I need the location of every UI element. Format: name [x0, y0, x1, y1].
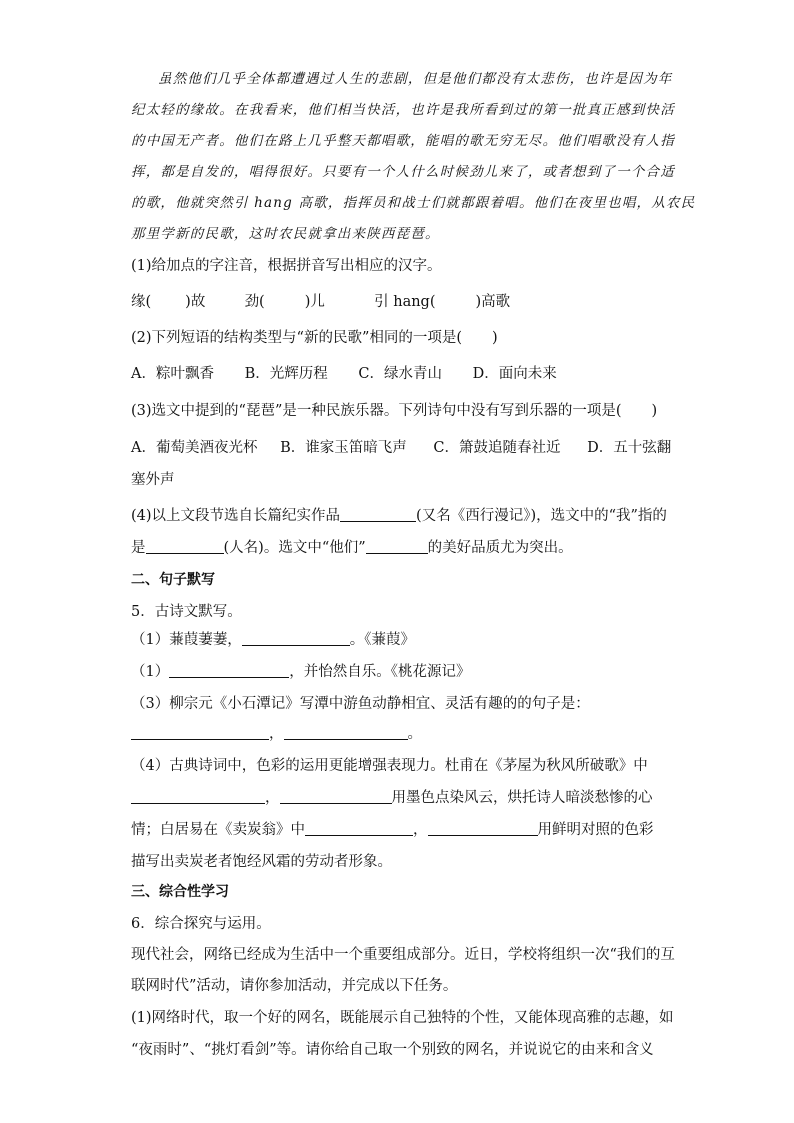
q5-s1: （1）蒹葭萋萋， 。《蒹葭》 — [131, 632, 415, 648]
q1-prompt: (1)给加点的字注音，根据拼音写出相应的汉字。 — [131, 258, 442, 274]
q5-s4-line2: ， 用墨色点染风云，烘托诗人暗淡愁惨的心 — [131, 786, 653, 807]
answer-blank[interactable] — [131, 789, 265, 804]
answer-blank[interactable] — [169, 663, 289, 678]
q3-options — [131, 436, 671, 457]
q6-intro: 现代社会，网络已经成为生活中一个重要组成部分。近日，学校将组织一次“我们的互 — [131, 947, 675, 963]
q3-option-a: A．葡萄美酒夜光杯 — [131, 440, 258, 456]
q6-title: 6．综合探究与运用。 — [131, 916, 271, 932]
q3-prompt: (3)选文中提到的“琵琶”是一种民族乐器。下列诗句中没有写到乐器的一项是( ) — [131, 403, 658, 419]
q5-s4-line3: 情；白居易在《卖炭翁》中 ， 用鲜明对照的色彩 — [131, 822, 654, 838]
q6-intro: 联网时代”活动，请你参加活动，并完成以下任务。 — [131, 978, 458, 994]
q2-option-a: A．粽叶飘香 — [131, 366, 214, 382]
section-2-title: 二、句子默写 — [131, 572, 215, 588]
q5-s4-line4: 描写出卖炭老者饱经风霜的劳动者形象。 — [131, 854, 392, 870]
q1-items: 缘( )故 劲( )儿 引 hang( )高歌 — [131, 294, 511, 310]
passage-line: 的歌，他就突然引 hang 高歌，指挥员和战士们就都跟着唱。他们在夜里也唱，从农民 — [131, 195, 696, 211]
q3-option-c: C．箫鼓追随春社近 — [433, 440, 561, 456]
q5-s2: （1） ，并怡然自乐。《桃花源记》 — [131, 664, 471, 680]
q1-item2: 劲( — [244, 294, 265, 310]
passage-line: 的中国无产者。他们在路上几乎整天都唱歌，能唱的歌无穷无尽。他们唱歌没有人指 — [131, 133, 675, 149]
q5-s3-answer: ， 。 — [131, 722, 422, 743]
q2-prompt: (2)下列短语的结构类型与“新的民歌”相同的一项是( ) — [131, 330, 498, 346]
answer-blank[interactable] — [131, 725, 269, 740]
answer-blank[interactable] — [284, 725, 408, 740]
q4-line1: (4)以上文段节选自长篇纪实作品 (又名《西行漫记》)，选文中的“我”指的 — [131, 508, 667, 524]
answer-blank[interactable] — [242, 631, 350, 646]
passage-line: 纪太轻的缘故。在我看来，他们相当快活，也许是我所看到过的第一批真正感到快活 — [131, 102, 675, 118]
passage-line: 那里学新的民歌，这时农民就拿出来陕西琵琶。 — [131, 226, 440, 242]
q5-title: 5．古诗文默写。 — [131, 604, 242, 620]
q3-option-d-wrap: 塞外声 — [131, 472, 175, 488]
answer-blank[interactable] — [280, 789, 392, 804]
answer-blank[interactable] — [366, 539, 428, 554]
q1-item1: 缘( — [131, 294, 152, 310]
q2-option-b: B．光辉历程 — [244, 366, 328, 382]
q2-options — [131, 362, 557, 383]
section-3-title: 三、综合性学习 — [131, 884, 229, 900]
passage-line: 虽然他们几乎全体都遭遇过人生的悲剧，但是他们都没有太悲伤，也许是因为年 — [158, 71, 673, 87]
q4-line2: 是 (人名)。选文中“他们” 的美好品质尤为突出。 — [131, 540, 573, 556]
answer-blank[interactable] — [146, 539, 224, 554]
q2-option-c: C．绿水青山 — [358, 366, 442, 382]
answer-blank[interactable] — [428, 821, 538, 836]
q2-option-d: D．面向未来 — [472, 366, 557, 382]
answer-blank[interactable] — [340, 507, 416, 522]
q6-task1: (1)网络时代，取一个好的网名，既能展示自己独特的个性，又能体现高雅的志趣，如 — [131, 1010, 674, 1026]
q3-option-b: B．谁家玉笛暗飞声 — [280, 440, 407, 456]
q5-s3: （3）柳宗元《小石潭记》写潭中游鱼动静相宜、灵活有趣的的句子是： — [131, 696, 590, 712]
passage-line: 挥，都是自发的，唱得很好。只要有一个人什么时候劲儿来了，或者想到了一个合适 — [131, 164, 675, 180]
q3-option-d: D．五十弦翻 — [587, 440, 672, 456]
answer-blank[interactable] — [305, 821, 413, 836]
q5-s4-line1: （4）古典诗词中，色彩的运用更能增强表现力。杜甫在《茅屋为秋风所破歌》中 — [131, 758, 648, 774]
q6-task1: “夜雨时”、“挑灯看剑”等。请你给自己取一个别致的网名，并说说它的由来和含义 — [131, 1042, 654, 1058]
q1-item3: 引 hang( — [374, 294, 436, 310]
